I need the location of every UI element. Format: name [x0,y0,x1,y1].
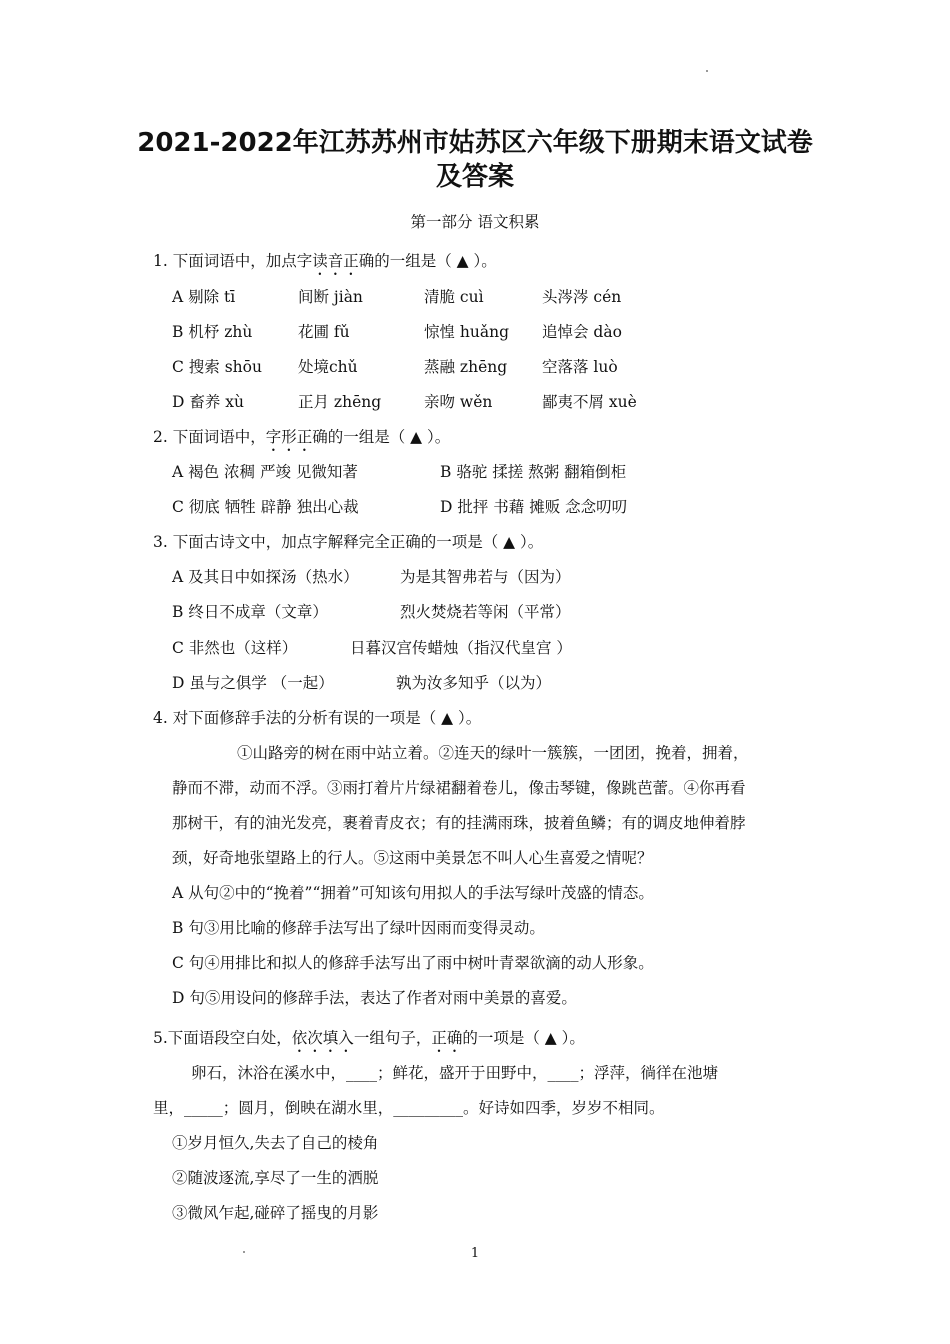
question-5-paragraph-line-2: 里，_____；圆月，倒映在湖水里，_________。好诗如四季，岁岁不相同。 [153,1099,665,1117]
question-5-stem: 5.下面语段空白处，依次填入一组句子，正确的一项是（ ▲ ）。 [153,1029,585,1047]
question-4-option-d: D 句⑤用设问的修辞手法，表达了作者对雨中美景的喜爱。 [172,989,577,1007]
question-5-item-1: ①岁月恒久,失去了自己的棱角 [172,1134,379,1152]
question-3-stem: 3. 下面古诗文中，加点字解释完全正确的一项是（ ▲ ）。 [153,533,544,551]
question-5-item-2: ②随波逐流,享尽了一生的洒脱 [172,1169,379,1187]
dotted-emphasis: 读音正 [312,252,359,270]
question-2-stem: 2. 下面词语中，字形正确的一组是（ ▲ ）。 [153,428,451,446]
question-4-option-b: B 句③用比喻的修辞手法写出了绿叶因雨而变得灵动。 [172,919,545,937]
doc-title-line-2: 及答案 [435,162,514,192]
dotted-emphasis: 正确 [431,1029,463,1047]
question-1-stem: 1. 下面词语中，加点字读音正确的一组是（ ▲ ）。 [153,252,497,270]
question-4-option-c: C 句④用排比和拟人的修辞手法写出了雨中树叶青翠欲滴的动人形象。 [172,954,654,972]
dotted-emphasis: 字形正 [265,428,313,446]
page-number: 1 [470,1246,480,1261]
scan-speck [706,70,708,72]
question-5-paragraph-line-1: 卵石，沐浴在溪水中，____；鲜花，盛开于田野中，____；浮萍，徜徉在池塘 [191,1064,719,1082]
question-4-stem: 4. 对下面修辞手法的分析有误的一项是（ ▲ ）。 [153,709,482,727]
question-5-item-3: ③微风乍起,碰碎了摇曳的月影 [172,1204,379,1222]
doc-title-line-1: 2021-2022年江苏苏州市姑苏区六年级下册期末语文试卷 [137,128,813,158]
section-heading: 第一部分 语文积累 [410,213,540,231]
question-4-passage-line: ①山路旁的树在雨中站立着。②连天的绿叶一簇簇，一团团，挽着，拥着， [237,744,749,762]
question-4-passage-line: 那树干，有的油光发亮，裹着青皮衣；有的挂满雨珠，披着鱼鳞；有的调皮地伸着脖 [172,814,746,832]
question-4-passage-line: 静而不滞，动而不浮。③雨打着片片绿裙翻着卷儿，像击琴键，像跳芭蕾。④你再看 [172,779,746,797]
question-4-option-a: A 从句②中的“挽着”“拥着”可知该句用拟人的手法写绿叶茂盛的情态。 [172,884,654,902]
question-4-passage-line: 颈，好奇地张望路上的行人。⑤这雨中美景怎不叫人心生喜爱之情呢？ [172,849,653,867]
dotted-emphasis: 依次填入 [291,1029,354,1047]
document-page: 2021-2022年江苏苏州市姑苏区六年级下册期末语文试卷 及答案 第一部分 语文积累 1. 下面词语中，加点字读音正确的一组是（ ▲ ）。 A 剔除 tī 间断 jiàn 清脆 cuì 头涔涔 cén B 机杼 zhù 花圃 fǔ 惊惶 huǎng 追悼会 dào C 搜索 shōu 处境chǔ 蒸融 zhēng 空落落 luò D 畜养 xù 正月 zhēng 亲吻 wěn 鄙夷不屑 xuè 2. 下面词语中，字形正确的一组是（ ▲ ）。 A 褐色 浓稠 严竣 见微知著 B 骆驼 揉搓 熬粥 翻箱倒柜 C 彻底 牺牲 辟静 独出心裁 D 批抨 书藉 摊贩 念念叨叨 3. 下面古诗文中，加点字解释完全正确的一项是（ ▲ ）。 A 及其日中如探汤（热水） 为是其智弗若与（因为） B 终日不成章（文章） 烈火焚烧若等闲（平常） C 非然也（这样） 日暮汉宫传蜡烛（指汉代皇宫 ） D 虽与之俱学 （一起） 孰为汝多知乎（以为） 4. 对下面修辞手法的分析有误的一项是（ ▲ ）。 ①山路旁的树在雨中站立着。②连天的绿叶一簇簇，一团团，挽着，拥着， 静而不滞，动而不浮。③雨打着片片绿裙翻着卷儿，像击琴键，像跳芭蕾。④你再看 那树干，有的油光发亮，裹着青皮衣；有的挂满雨珠，披着鱼鳞；有的调皮地伸着脖 颈，好奇地张望路上的行人。⑤这雨中美景怎不叫人心生喜爱之情呢？ A 从句②中的“挽着”“拥着”可知该句用拟人的手法写绿叶茂盛的情态。 B 句③用比喻的修辞手法写出了绿叶因雨而变得灵动。 C 句④用排比和拟人的修辞手法写出了雨中树叶青翠欲滴的动人形象。 D 句⑤用设问的修辞手法，表达了作者对雨中美景的喜爱。 5.下面语段空白处，依次填入一组句子，正确的一项是（ ▲ ）。 卵石，沐浴在溪水中，____；鲜花，盛开于田野中，____；浮萍，徜徉在池塘 里，_____；圆月，倒映在湖水里，_________。好诗如四季，岁岁不相同。 ①岁月恒久,失去了自己的棱角 ②随波逐流,享尽了一生的洒脱 ③微风乍起,碰碎了摇曳的月影 1 [0,0,950,1344]
